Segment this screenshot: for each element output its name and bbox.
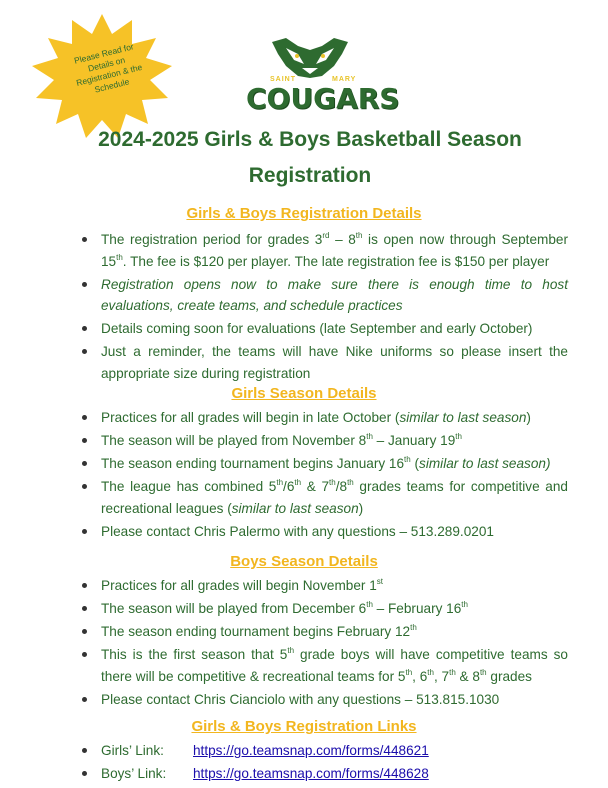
title-line-2: Registration	[248, 164, 372, 187]
list-item: The registration period for grades 3rd – 8th is open now through September 15th. The fee is $120 per player. The late registration fee is $150 per player	[81, 229, 568, 272]
logo-saint-text: SAINT	[270, 76, 296, 83]
list-item: Practices for all grades will begin November 1st	[81, 575, 568, 597]
cougar-head-icon	[264, 36, 356, 80]
girls-season-list	[81, 407, 568, 544]
list-item: Registration opens now to make sure there is enough time to host evaluations, create teams, and schedule practices	[81, 274, 568, 317]
list-item: This is the first season that 5th grade boys will have competitive teams so there will be competitive & recreational teams for 5th, 6th, 7th & 8th grades	[81, 644, 568, 687]
list-item: Practices for all grades will begin in late October (similar to last season)	[81, 407, 568, 429]
list-item: The league has combined 5th/6th & 7th/8th grades teams for competitive and recreational leagues (similar to last season)	[81, 476, 568, 519]
logo-wordmark: COUGARS	[246, 82, 400, 115]
boys-season-heading: Boys Season Details	[230, 553, 378, 570]
list-item: Please contact Chris Palermo with any questions – 513.289.0201	[81, 521, 568, 543]
list-item: The season will be played from December 6th – February 16th	[81, 598, 568, 620]
boys-link-item	[81, 763, 568, 785]
title-line-1: 2024-2025 Girls & Boys Basketball Season	[98, 128, 522, 151]
list-item: Just a reminder, the teams will have Nike uniforms so please insert the appropriate size during registration	[81, 341, 568, 384]
registration-details-list	[81, 229, 568, 386]
list-item: The season will be played from November 8th – January 19th	[81, 430, 568, 452]
girls-season-heading: Girls Season Details	[231, 385, 377, 402]
list-item: Please contact Chris Cianciolo with any questions – 513.815.1030	[81, 689, 568, 711]
list-item: Details coming soon for evaluations (late September and early October)	[81, 318, 568, 340]
girls-link-item	[81, 740, 568, 762]
starburst-text: Please Read for Details on Registration & the Schedule	[73, 41, 144, 95]
registration-details-heading: Girls & Boys Registration Details	[186, 205, 422, 222]
page-title	[40, 122, 580, 194]
girls-registration-link[interactable]: https://go.teamsnap.com/forms/448621	[193, 743, 429, 758]
boys-registration-link[interactable]: https://go.teamsnap.com/forms/448628	[193, 766, 429, 782]
list-item: The season ending tournament begins January 16th (similar to last season)	[81, 453, 568, 475]
registration-links-heading: Girls & Boys Registration Links	[191, 718, 417, 735]
boys-link-label: Boys’ Link:	[101, 766, 167, 782]
registration-links-list	[81, 740, 568, 786]
list-item: The season ending tournament begins February 12th	[81, 621, 568, 643]
logo-mary-text: MARY	[332, 76, 357, 83]
girls-link-label: Girls’ Link:	[101, 743, 164, 758]
cougars-logo	[246, 36, 400, 116]
boys-season-list	[81, 575, 568, 712]
